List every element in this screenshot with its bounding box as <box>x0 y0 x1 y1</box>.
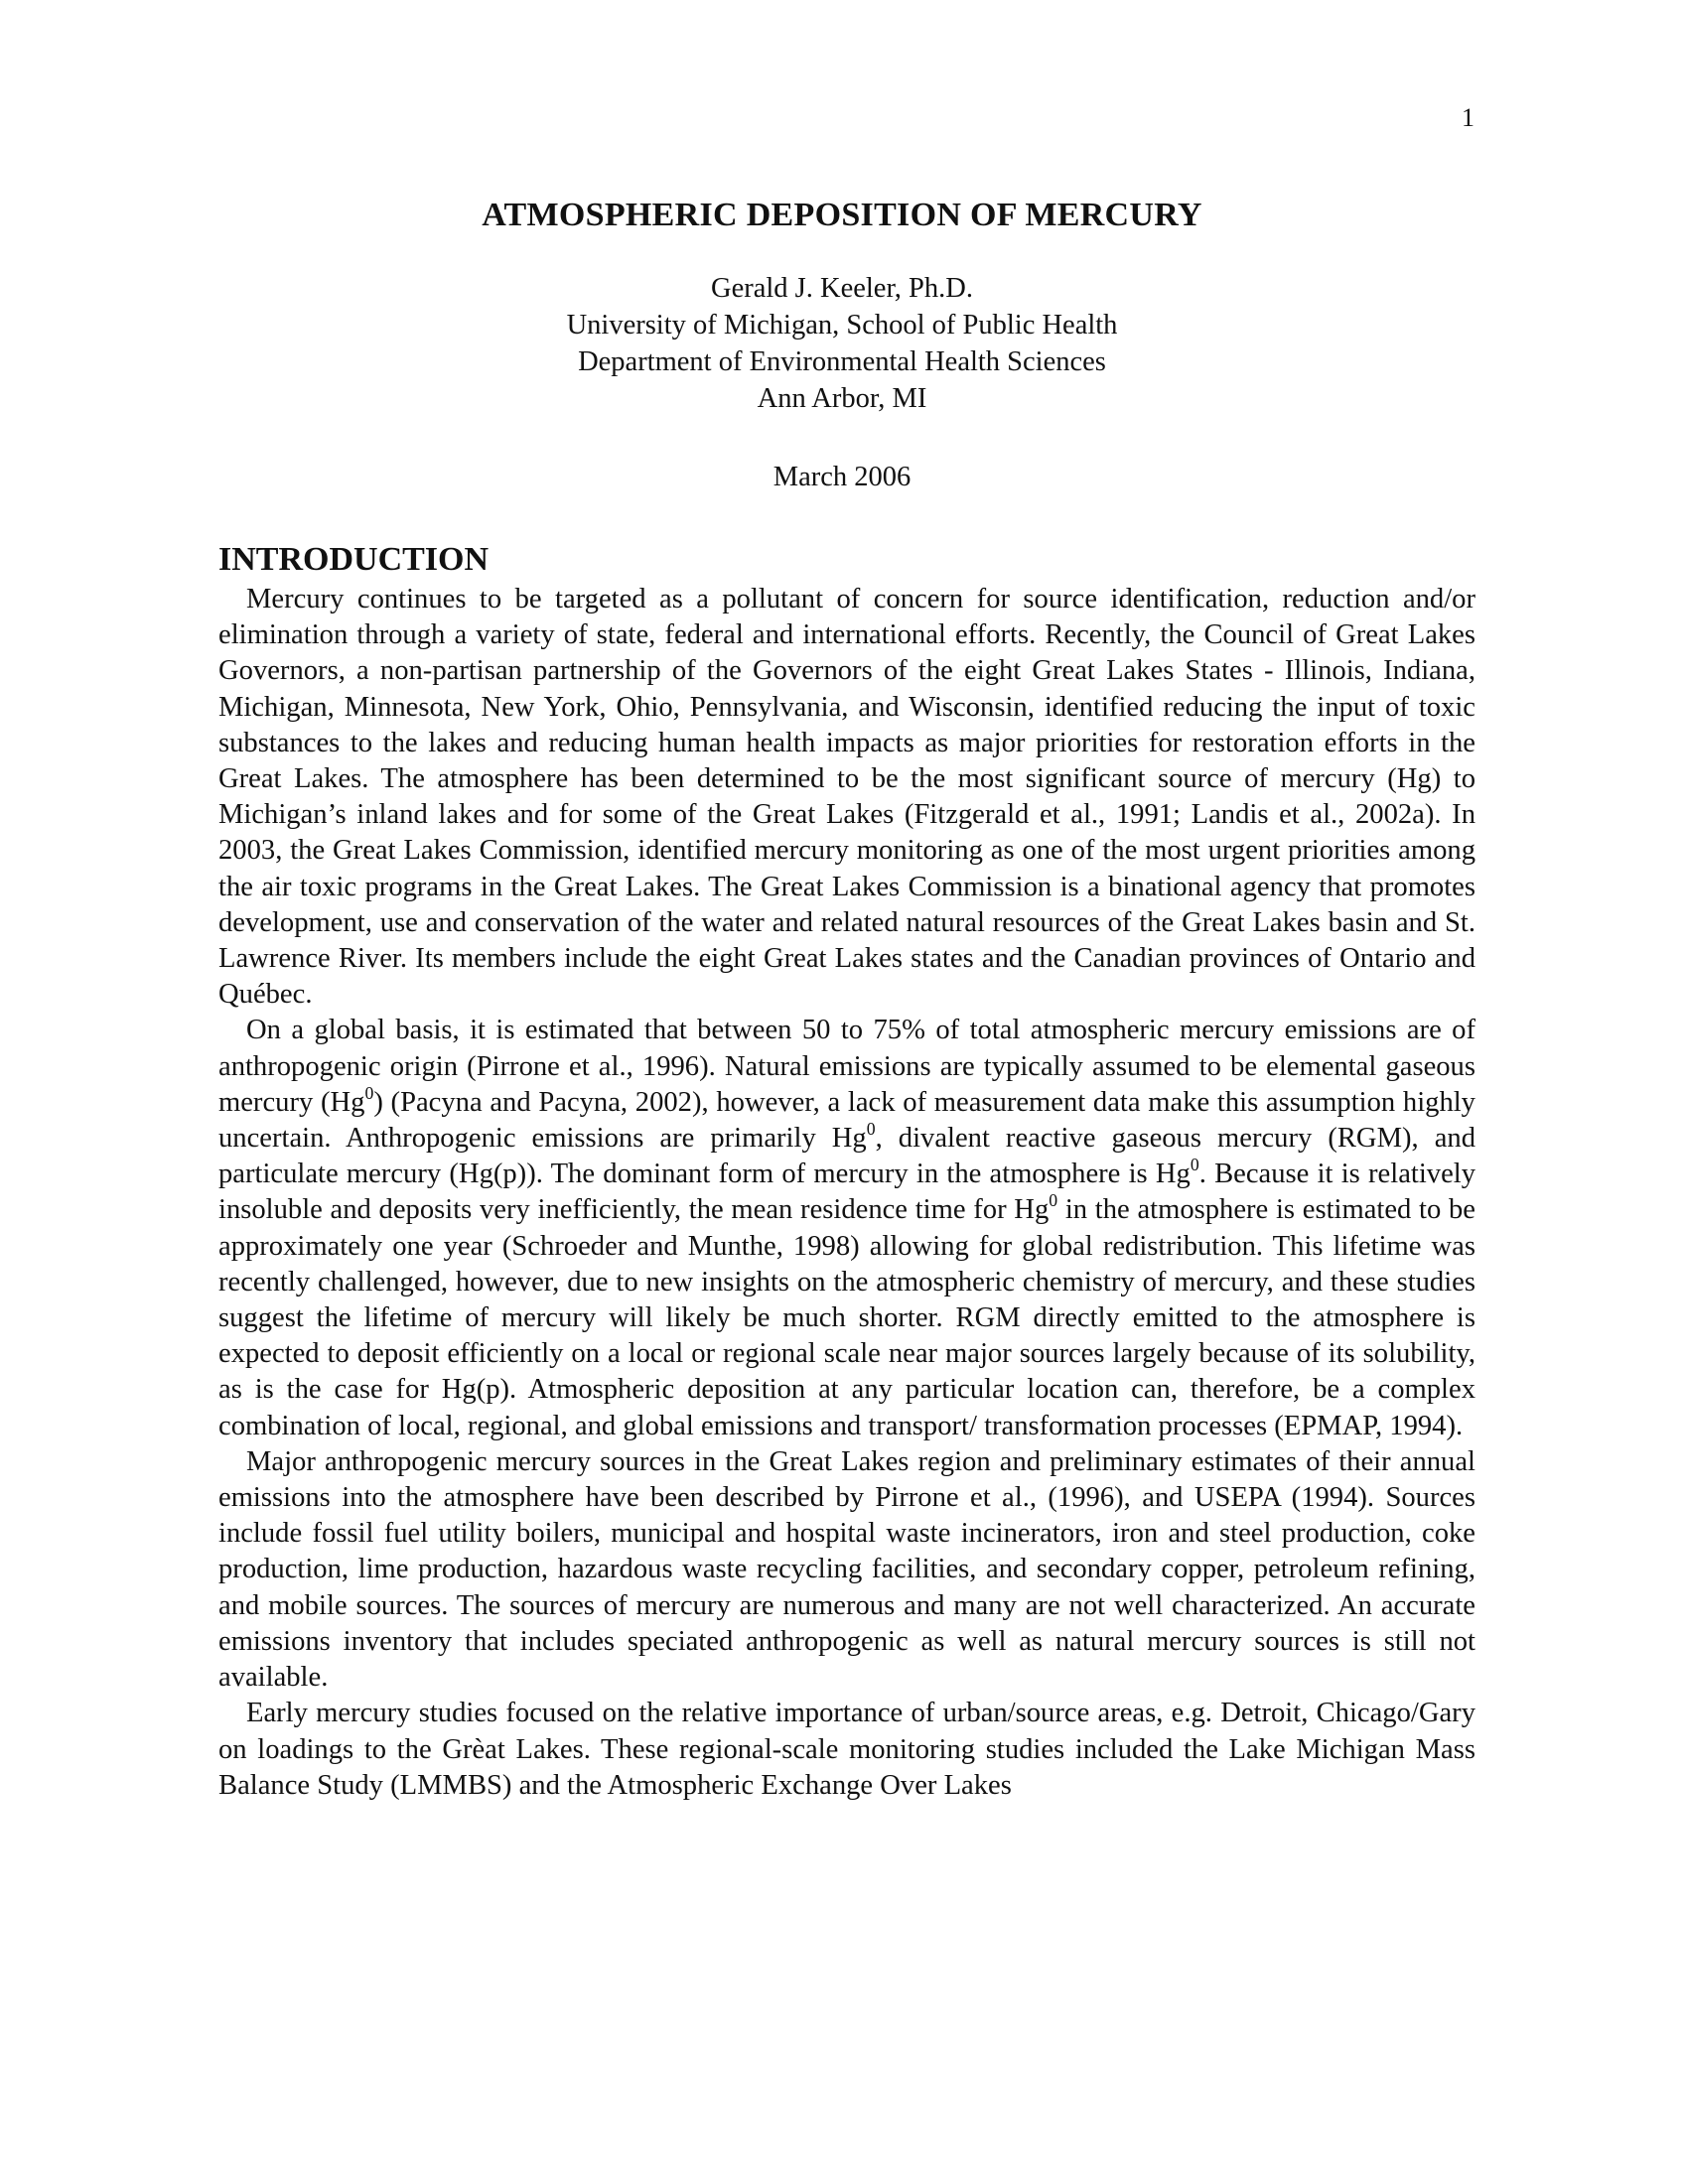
section-heading: INTRODUCTION <box>218 541 490 578</box>
section-body <box>218 582 1475 1804</box>
superscript-zero: 0 <box>1190 1154 1199 1174</box>
affiliation-department: Department of Environmental Health Sciences <box>578 346 1106 377</box>
paragraph-2 <box>218 1013 1475 1443</box>
superscript-zero: 0 <box>866 1118 876 1139</box>
superscript-zero: 0 <box>1049 1190 1058 1211</box>
affiliation-university: University of Michigan, School of Public Health <box>566 310 1118 341</box>
paragraph-2-part-4: . Because it is relatively insoluble and deposits very inefficiently, the mean residence time for Hg <box>218 1159 1476 1226</box>
paragraph-2-part-5: in the atmosphere is estimated to be approximately one year (Schroeder and Munthe, 1998) allowing for global redistribution. This lifetime was recently challenged, however, due to new insights on the atmospheric chemistry of mercury, and these studies suggest the lifetime of mercury will likely be much shorter. RGM directly emitted to the atmosphere is expected to deposit efficiently on a local or regional scale near major sources largely because of its solubility, as is the case for Hg(p). Atmospheric deposition at any particular location can, therefore, be a complex combination of local, regional, and global emissions and transport/ transformation processes (EPMAP, 1994). <box>218 1194 1475 1441</box>
paragraph-2-part-2: ) (Pacyna and Pacyna, 2002), however, a lack of measurement data make this assumption highly uncertain. Anthropogenic emissions are primarily Hg <box>218 1086 1475 1155</box>
superscript-zero: 0 <box>364 1082 374 1103</box>
paragraph-1: Mercury continues to be targeted as a pollutant of concern for source identification, reduction and/or elimination through a variety of state, federal and international efforts. Recently, the Council of Great Lakes Governors, a non-partisan partnership of the Governors of the eight Great Lakes States - Illinois, Indiana, Michigan, Minnesota, New York, Ohio, Pennsylvania, and Wisconsin, identified reducing the input of toxic substances to the lakes and reducing human health impacts as major priorities for restoration efforts in the Great Lakes. The atmosphere has been determined to be the most significant source of mercury (Hg) to Michigan’s inland lakes and for some of the Great Lakes (Fitzgerald et al., 1991; Landis et al., 2002a). In 2003, the Great Lakes Commission, identified mercury monitoring as one of the most urgent priorities among the air toxic programs in the Great Lakes. The Great Lakes Commission is a binational agency that promotes development, use and conservation of the water and related natural resources of the Great Lakes basin and St. Lawrence River. Its members include the eight Great Lakes states and the Canadian provinces of Ontario and Québec. <box>218 584 1475 1011</box>
paragraph-2-part-1: On a global basis, it is estimated that between 50 to 75% of total atmospheric mercury emissions are of anthropogenic origin (Pirrone et al., 1996). Natural emissions are typically assumed to be elemental gaseous mercury (Hg <box>218 1015 1475 1118</box>
page-number: 1 <box>1462 103 1474 132</box>
paragraph-3: Major anthropogenic mercury sources in the Great Lakes region and preliminary estimates of their annual emissions into the atmosphere have been described by Pirrone et al., (1996), and USEPA (1994). Sources include fossil fuel utility boilers, municipal and hospital waste incinerators, iron and steel production, coke production, lime production, hazardous waste recycling facilities, and secondary copper, petroleum refining, and mobile sources. The sources of mercury are numerous and many are not well characterized. An accurate emissions inventory that includes speciated anthropogenic as well as natural mercury sources is still not available. <box>218 1445 1475 1694</box>
document-date: March 2006 <box>772 462 912 492</box>
paragraph-4: Early mercury studies focused on the relative importance of urban/source areas, e.g. Detroit, Chicago/Gary on loadings to the Grèat Lakes. These regional-scale monitoring studies included the Lake Michigan Mass Balance Study (LMMBS) and the Atmospheric Exchange Over Lakes <box>218 1698 1475 1801</box>
affiliation-location: Ann Arbor, MI <box>757 383 927 414</box>
author-name: Gerald J. Keeler, Ph.D. <box>711 273 973 304</box>
paragraph-2-part-3: , divalent reactive gaseous mercury (RGM), and particulate mercury (Hg(p)). The dominant form of mercury in the atmosphere is Hg <box>218 1123 1475 1190</box>
author-block <box>0 270 1684 417</box>
document-title: ATMOSPHERIC DEPOSITION OF MERCURY <box>482 197 1202 233</box>
